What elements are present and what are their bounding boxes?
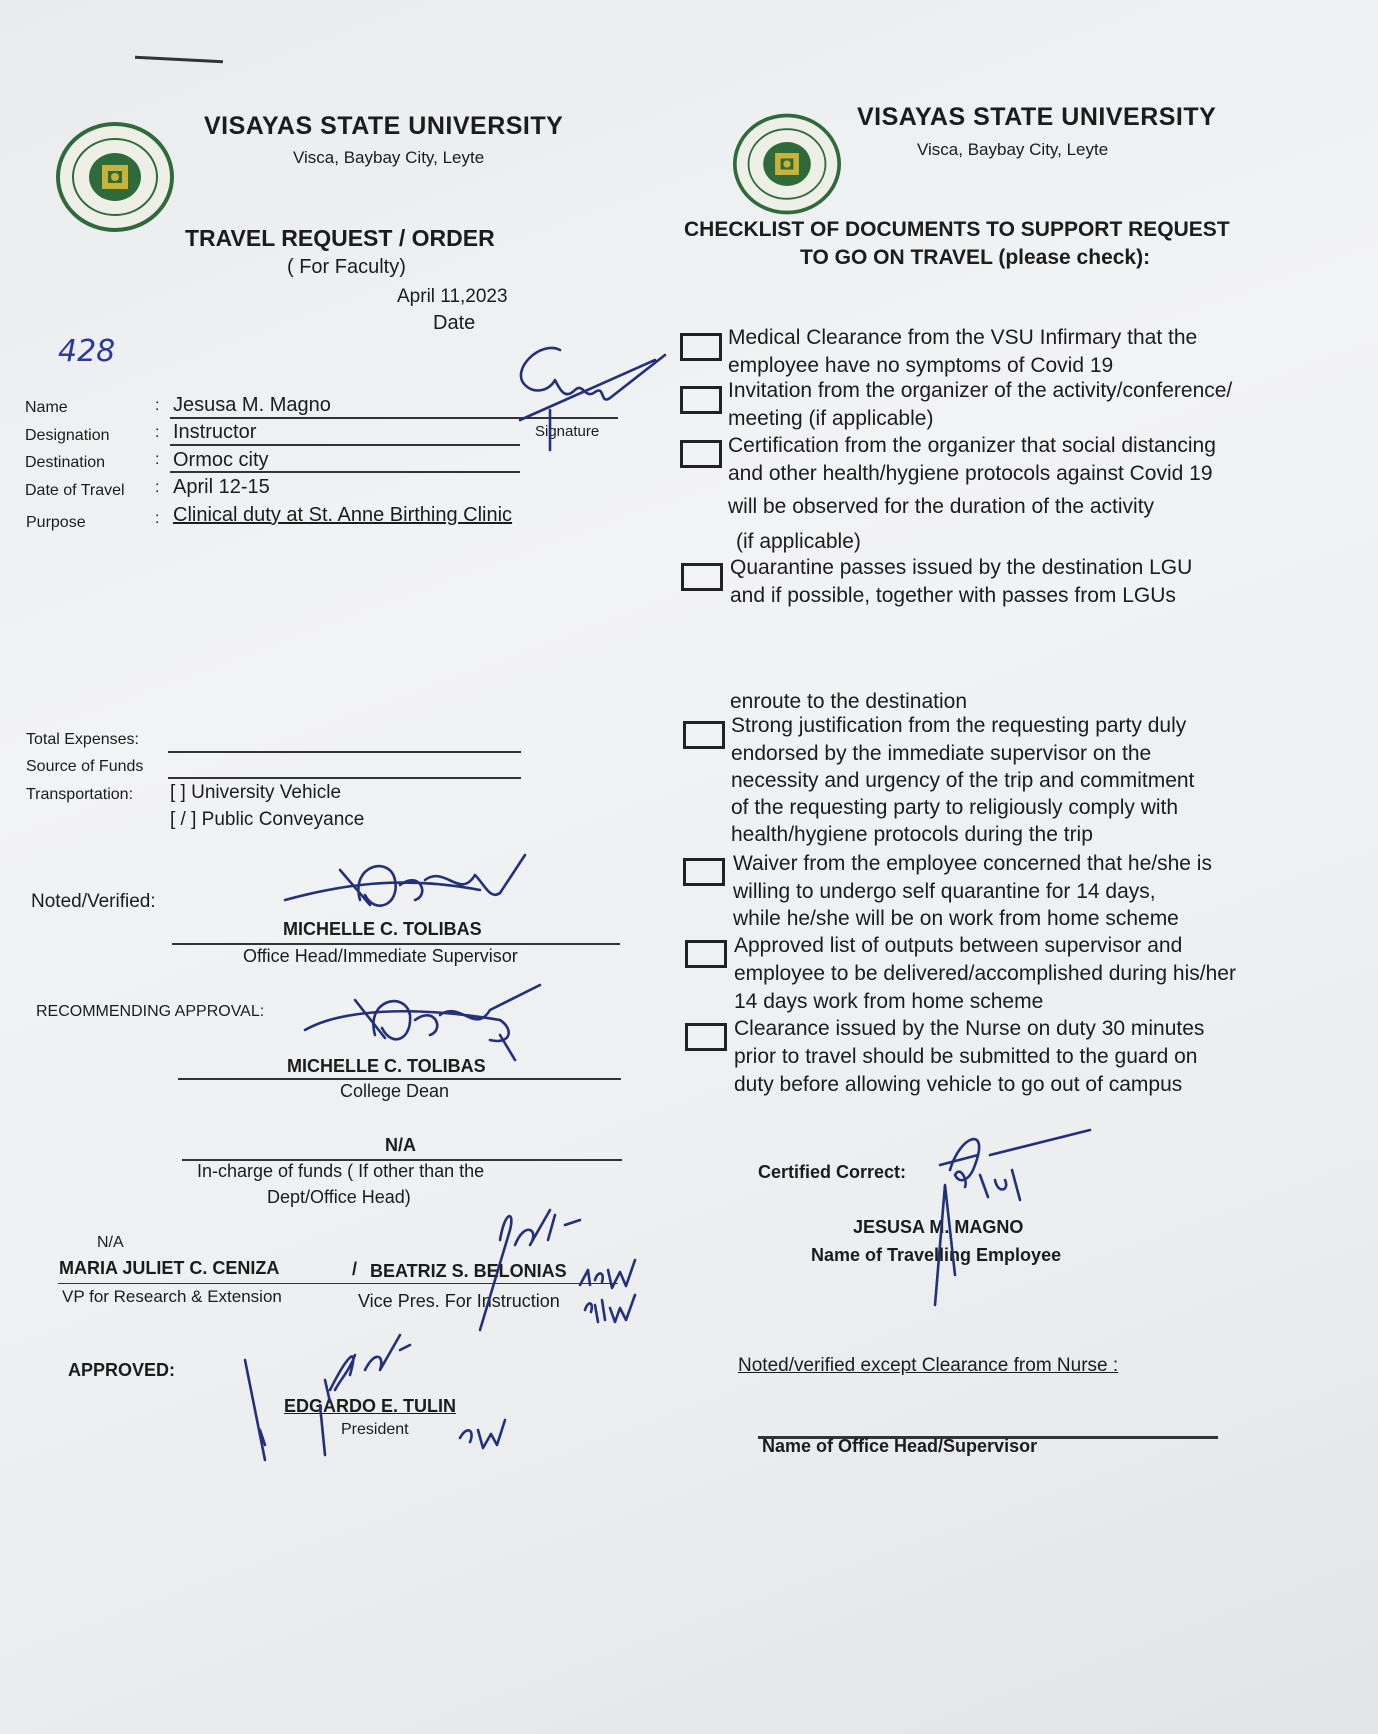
checklist-item-text: enroute to the destination bbox=[730, 690, 968, 713]
travelling-employee-name: JESUSA M. MAGNO bbox=[853, 1217, 1024, 1237]
date-of-travel-label: Date of Travel bbox=[25, 482, 125, 499]
applicant-signature bbox=[505, 330, 665, 460]
checklist-checkbox[interactable] bbox=[681, 563, 723, 591]
checklist-item-text: 14 days work from home scheme bbox=[734, 990, 1044, 1013]
checklist-item-text: will be observed for the duration of the activity bbox=[728, 495, 1155, 518]
checklist-checkbox[interactable] bbox=[685, 940, 727, 968]
certified-correct-label: Certified Correct: bbox=[758, 1162, 907, 1182]
president-signature bbox=[235, 1330, 555, 1460]
checklist-item-text: and other health/hygiene protocols against Covid 19 bbox=[728, 462, 1213, 485]
vp-research-na: N/A bbox=[97, 1234, 124, 1251]
vp-instruction-name: BEATRIZ S. BELONIAS bbox=[370, 1261, 567, 1281]
request-date: April 11,2023 bbox=[397, 286, 508, 307]
name-label: Name bbox=[25, 399, 68, 416]
stray-pen-mark bbox=[135, 56, 223, 64]
president-title: President bbox=[341, 1421, 409, 1438]
university-seal-left bbox=[56, 122, 174, 232]
checklist-checkbox[interactable] bbox=[680, 386, 722, 414]
checklist-checkbox[interactable] bbox=[685, 1023, 727, 1051]
funds-incharge-value: N/A bbox=[385, 1135, 416, 1155]
colon: : bbox=[155, 510, 160, 527]
checklist-checkbox[interactable] bbox=[683, 721, 725, 749]
date-label: Date bbox=[433, 312, 476, 334]
checklist-item-text: duty before allowing vehicle to go out of campus bbox=[734, 1073, 1183, 1096]
university-name-right: VISAYAS STATE UNIVERSITY bbox=[857, 103, 1217, 131]
funds-title-line2: Dept/Office Head) bbox=[267, 1187, 411, 1207]
destination-underline bbox=[170, 471, 520, 473]
option-university-vehicle: [ ] University Vehicle bbox=[170, 782, 342, 803]
checklist-item-text: (if applicable) bbox=[736, 530, 861, 553]
transportation-label: Transportation: bbox=[26, 786, 134, 803]
noted-signatory-title: Office Head/Immediate Supervisor bbox=[243, 946, 518, 966]
checklist-item-text: Clearance issued by the Nurse on duty 30 minutes bbox=[734, 1017, 1205, 1040]
checklist-item-text: Approved list of outputs between supervisor and bbox=[734, 934, 1183, 957]
vp-research-name: MARIA JULIET C. CENIZA bbox=[59, 1258, 280, 1278]
checklist-item-text: necessity and urgency of the trip and commitment bbox=[731, 769, 1195, 792]
purpose-label: Purpose bbox=[26, 514, 86, 531]
designation-value: Instructor bbox=[173, 421, 257, 443]
date-of-travel-value: April 12-15 bbox=[173, 476, 270, 498]
vp-instruction-title: Vice Pres. For Instruction bbox=[358, 1291, 560, 1311]
checklist-item-text: prior to travel should be submitted to the guard on bbox=[734, 1045, 1198, 1068]
designation-underline bbox=[170, 444, 520, 446]
total-expenses-line bbox=[168, 751, 521, 753]
form-subtitle: ( For Faculty) bbox=[287, 256, 406, 278]
checklist-item-text: Quarantine passes issued by the destination LGU bbox=[730, 556, 1193, 579]
vp-separator: / bbox=[352, 1259, 358, 1279]
recommending-signature bbox=[300, 980, 545, 1080]
checklist-item-text: Medical Clearance from the VSU Infirmary that the bbox=[728, 326, 1198, 349]
designation-label: Designation bbox=[25, 427, 110, 444]
checklist-item-text: willing to undergo self quarantine for 14 days, bbox=[733, 880, 1156, 903]
checklist-item-text: employee to be delivered/accomplished during his/her bbox=[734, 962, 1236, 985]
total-expenses-label: Total Expenses: bbox=[26, 731, 139, 748]
checklist-item-text: Invitation from the organizer of the activity/conference/ bbox=[728, 379, 1233, 402]
president-name: EDGARDO E. TULIN bbox=[284, 1396, 457, 1416]
approved-label: APPROVED: bbox=[68, 1360, 176, 1380]
checklist-item-text: employee have no symptoms of Covid 19 bbox=[728, 354, 1114, 377]
destination-label: Destination bbox=[25, 454, 106, 471]
travelling-employee-title: Name of Travelling Employee bbox=[811, 1245, 1062, 1265]
funds-title-line1: In-charge of funds ( If other than the bbox=[197, 1161, 485, 1181]
checklist-title-line2: TO GO ON TRAVEL (please check): bbox=[800, 246, 1151, 269]
source-of-funds-label: Source of Funds bbox=[26, 758, 144, 775]
vp-initial-date-mark bbox=[580, 1290, 640, 1330]
recommending-approval-label: RECOMMENDING APPROVAL: bbox=[36, 1003, 265, 1020]
university-seal-right bbox=[733, 113, 841, 215]
recommending-signatory-title: College Dean bbox=[340, 1081, 450, 1101]
recommending-signatory-name: MICHELLE C. TOLIBAS bbox=[287, 1056, 486, 1076]
signature-label: Signature bbox=[535, 423, 600, 440]
noted-signatory-name: MICHELLE C. TOLIBAS bbox=[283, 919, 482, 939]
checklist-item-text: endorsed by the immediate supervisor on the bbox=[731, 742, 1152, 765]
office-head-label: Name of Office Head/Supervisor bbox=[762, 1436, 1038, 1456]
checklist-checkbox[interactable] bbox=[680, 440, 722, 468]
checklist-checkbox[interactable] bbox=[680, 333, 722, 361]
university-name-left: VISAYAS STATE UNIVERSITY bbox=[204, 112, 564, 140]
form-title: TRAVEL REQUEST / ORDER bbox=[185, 225, 495, 251]
handwritten-control-number: 428 bbox=[58, 334, 116, 369]
colon: : bbox=[155, 479, 160, 496]
colon: : bbox=[155, 424, 160, 441]
option-public-conveyance: [ / ] Public Conveyance bbox=[170, 809, 365, 830]
destination-value: Ormoc city bbox=[173, 449, 269, 471]
checklist-item-text: Strong justification from the requesting party duly bbox=[731, 714, 1187, 737]
university-address-left: Visca, Baybay City, Leyte bbox=[293, 148, 485, 167]
checklist-item-text: of the requesting party to religiously comply with bbox=[731, 796, 1179, 819]
checklist-item-text: Certification from the organizer that social distancing bbox=[728, 434, 1216, 457]
purpose-value: Clinical duty at St. Anne Birthing Clinic bbox=[173, 504, 513, 526]
checklist-item-text: and if possible, together with passes from LGUs bbox=[730, 584, 1176, 607]
checklist-item-text: while he/she will be on work from home scheme bbox=[733, 907, 1179, 930]
noted-except-clearance: Noted/verified except Clearance from Nurse : bbox=[738, 1355, 1119, 1376]
checklist-item-text: Waiver from the employee concerned that he/she is bbox=[733, 852, 1212, 875]
checklist-title-line1: CHECKLIST OF DOCUMENTS TO SUPPORT REQUEST bbox=[684, 218, 1230, 241]
checklist-item-text: health/hygiene protocols during the trip bbox=[731, 823, 1093, 846]
vp-research-title: VP for Research & Extension bbox=[62, 1287, 282, 1306]
colon: : bbox=[155, 451, 160, 468]
checklist-checkbox[interactable] bbox=[683, 858, 725, 886]
university-address-right: Visca, Baybay City, Leyte bbox=[917, 140, 1109, 159]
checklist-item-text: meeting (if applicable) bbox=[728, 407, 934, 430]
noted-verified-label: Noted/Verified: bbox=[31, 891, 156, 912]
noted-signature bbox=[280, 845, 530, 940]
employee-signature bbox=[920, 1125, 1090, 1310]
noted-signature-line bbox=[172, 943, 620, 945]
colon: : bbox=[155, 397, 160, 414]
source-of-funds-line bbox=[168, 777, 521, 779]
name-value: Jesusa M. Magno bbox=[173, 394, 331, 416]
